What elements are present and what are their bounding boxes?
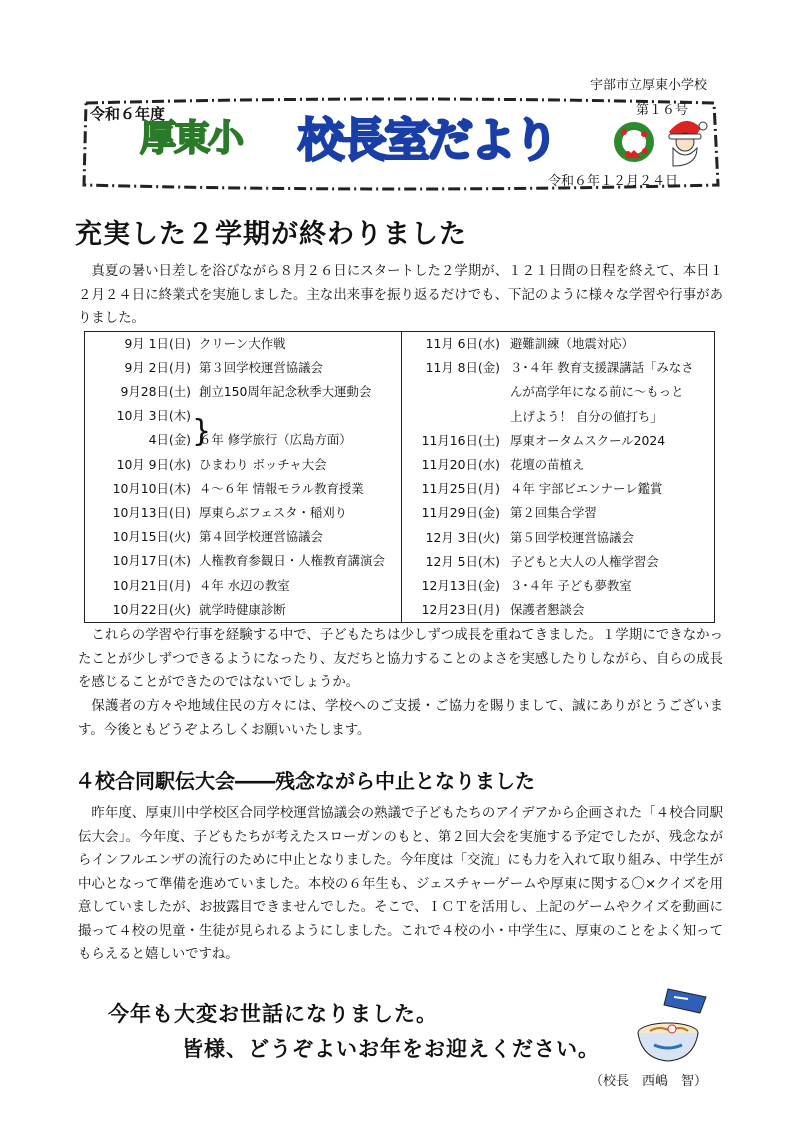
event-date: 12月23日(月) (421, 602, 500, 618)
event-name: 保護者懇談会 (510, 602, 585, 618)
event-date: 9月 1日(日) (124, 336, 191, 351)
event-date: 10月 9日(水) (116, 456, 191, 472)
event-name: 避難訓練（地震対応） (510, 336, 634, 351)
event-name: 第４回学校運営協議会 (199, 529, 323, 545)
event-name: 厚東オータムスクール2024 (510, 432, 666, 448)
event-name: 第３回学校運営協議会 (199, 360, 323, 376)
event-date: 11月20日(水) (421, 456, 500, 472)
event-row (402, 453, 714, 477)
event-date: 11月16日(土) (421, 432, 500, 448)
event-name: 創立150周年記念秋季大運動会 (199, 384, 372, 400)
school-name: 宇部市立厚東小学校 (590, 78, 708, 93)
event-row (402, 501, 714, 525)
events-left-column (85, 332, 402, 623)
event-date: 11月29日(金) (421, 505, 500, 521)
event-row (85, 598, 401, 622)
event-name: 子どもと大人の人権学習会 (510, 553, 659, 569)
event-date: 11月 8日(金) (425, 360, 500, 376)
event-name: 上げよう！ 自分の値打ち」 (510, 408, 663, 424)
event-name: 厚東らぶフェスタ・稲刈り (199, 504, 348, 520)
wreath-icon (612, 118, 656, 166)
event-date: 10月17日(木) (112, 553, 191, 569)
event-row (85, 501, 401, 525)
event-row (402, 332, 714, 356)
event-row (402, 598, 714, 622)
toshikoshi-soba-icon (628, 985, 714, 1065)
event-name: ４～６年 情報モラル教育授業 (199, 480, 364, 496)
event-date: 9月28日(土) (120, 384, 191, 400)
event-name: 第２回集合学習 (510, 505, 597, 521)
event-name: ３･４年 子ども夢教室 (510, 577, 632, 593)
events-right-column (402, 332, 715, 623)
event-row (402, 356, 714, 380)
event-name: ６年 修学旅行（広島方面） (199, 431, 352, 447)
event-name: ４年 水辺の教室 (199, 577, 290, 593)
event-date: 4日(金) (148, 431, 191, 447)
era-year-label: 令和６年度 (90, 105, 166, 123)
event-row (402, 550, 714, 574)
event-date: 10月 3日(木) (116, 407, 191, 423)
event-row (85, 525, 401, 549)
event-row (85, 427, 401, 453)
event-row (85, 549, 401, 573)
title-logo-school: 厚東小 (140, 118, 243, 159)
section2-heading: ４校合同駅伝大会――残念ながら中止となりました (75, 769, 535, 793)
title-logo-newsletter: 校長室だより (298, 113, 556, 167)
event-date: 11月 6日(水) (425, 336, 500, 351)
event-name: 人権教育参観日・人権教育講演会 (199, 553, 385, 569)
santa-icon (657, 114, 713, 172)
event-row (402, 405, 714, 429)
section2-body: 昨年度、厚東川中学校区合同学校運営協議会の熟議で子どもたちのアイデアから企画された「４校合同駅伝大会」。今年度、子どもたちが考えたスローガンのもと、第２回大会を実施する予定でしたが、残念ながらインフルエンザの流行のために中止となりました。今年度は「交流」にも力を入れて取り組み、中学生が中心となって準備を進めていました。本校の６年生も、ジェスチャーゲームや厚東に関する〇×クイズを用意していましたが、お披露目できませんでした。そこで、ＩＣＴを活用し、上記のゲームやクイズを動画に撮って４校の児童・生徒が見られるようにしました。これで４校の小・中学生に、厚東のことをよく知ってもらえると嬉しいですね。 (78, 806, 723, 962)
event-row (402, 574, 714, 598)
signature: （校長 西嶋 智） (590, 1074, 708, 1089)
event-name: ４年 宇部ビエンナーレ鑑賞 (510, 481, 663, 497)
event-row (85, 356, 401, 380)
event-date: 10月10日(木) (112, 480, 191, 496)
event-date: 11月25日(月) (421, 481, 500, 497)
event-date: 10月13日(日) (112, 504, 191, 520)
closing-line-2: 皆様、どうぞよいお年をお迎えください。 (182, 1037, 600, 1061)
event-date: 10月21日(月) (112, 577, 191, 593)
event-name: 花壇の苗植え (510, 456, 585, 472)
event-date: 12月 5日(木) (425, 553, 500, 569)
event-name: クリーン大作戦 (199, 336, 286, 351)
event-row (402, 477, 714, 501)
event-date: 9月 2日(月) (124, 360, 191, 376)
section1-intro: 真夏の暑い日差しを浴びながら８月２６日にスタートした２学期が、１２１日間の日程を終えて、本日１２月２４日に終業式を実施しました。主な出来事を振り返るだけでも、下記のように様々な学習や行事がありました。 (78, 264, 723, 326)
event-row (85, 380, 401, 404)
issue-number: 第１６号 (636, 103, 689, 118)
event-row (85, 332, 401, 356)
closing-line-1: 今年も大変お世話になりました。 (108, 1002, 438, 1026)
event-row (85, 405, 401, 427)
event-name: 就学時健康診断 (199, 601, 286, 617)
event-row (85, 574, 401, 598)
event-date: 10月15日(火) (112, 529, 191, 545)
event-row (85, 477, 401, 501)
events-table (84, 331, 715, 623)
event-name: んが高学年になる前に～もっと (510, 384, 684, 400)
section1-para3: 保護者の方々や地域住民の方々には、学校へのご支援・ご協力を賜りまして、誠にありがとうございます。今後ともどうぞよろしくお願いいたします。 (78, 699, 723, 738)
event-name: ３･４年 教育支援課講話「みなさ (510, 360, 694, 376)
event-row (402, 429, 714, 453)
issue-date: 令和６年１２月２４日 (548, 174, 679, 189)
event-row (402, 526, 714, 550)
event-date: 12月 3日(火) (425, 529, 500, 545)
date-range-brace: } (192, 414, 212, 449)
event-name: 第５回学校運営協議会 (510, 529, 634, 545)
event-date: 12月13日(金) (421, 577, 500, 593)
section1-heading: 充実した２学期が終わりました (75, 219, 467, 250)
event-row (402, 380, 714, 404)
event-row (85, 453, 401, 477)
event-date: 10月22日(火) (112, 601, 191, 617)
event-name: ひまわり ボッチャ大会 (199, 456, 327, 472)
section1-para2: これらの学習や行事を経験する中で、子どもたちは少しずつ成長を重ねてきました。１学期にできなかったことが少しずつできるようになったり、友だちと協力することのよさを実感したりしながら、自らの成長を感じることができたのではないでしょうか。 (78, 628, 723, 690)
